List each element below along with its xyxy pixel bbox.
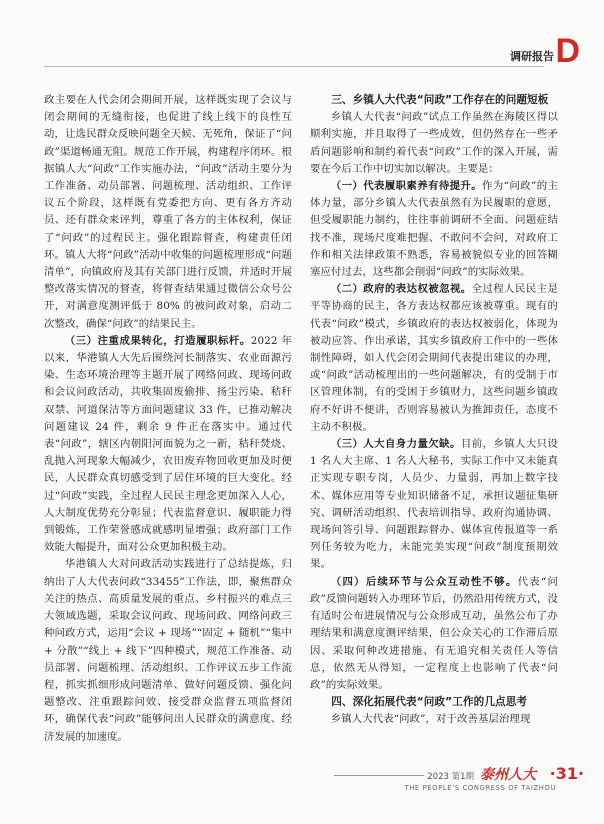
section-letter-logo: D: [555, 32, 580, 70]
paragraph: [44, 92, 292, 333]
magazine-brand: 泰州人大: [480, 767, 536, 783]
section-heading: 三、乡镇人大代表“问政”工作存在的问题短板: [331, 94, 549, 106]
magazine-subtitle: THE PEOPLE’S CONGRESS OF TAIZHOU: [404, 784, 556, 792]
paragraph-text: 政主要在人代会闭会期间开展，这样既实现了会议与闭会期间的无缝衔接，也促进了线上线下的良性互动，让选民群众反映问题全天候、无死角，保证了“问政”渠道畅通无阻。规范工作开展，构建程序闭环。根据镇人大“问政”工作实施办法，“问政”活动主要分为工作准备、动员部署、问题梳理、活动组织、工作评议五个阶段，这样既有党委把方向、更有各方齐动员、还有群众来评判，尊重了各方的主体权利，保证了“问政”的过程民主。强化跟踪督查，构建责任闭环。镇人大将“问政”活动中收集的问题梳理形成“问题清单”，向镇政府及其有关部门进行反馈，并适时开展整改落实情况的督查，将督查结果通过微信公众号公开，对满意度测评低于 80% 的被问政对象，启动二次整改，确保“问政”的结果民主。: [44, 94, 292, 330]
paragraph: [310, 109, 558, 178]
paragraph-text: 作为“问政”的主体力量，部分乡镇人大代表虽然有为民履职的意愿，但受履职能力制约，往往事前调研不全面、问题症结找不准，现场尺度难把握、不敢问不会问，对政府工作和相关法律政策不熟悉，容易被貌似专业的回答糊塞应付过去，这些都会削弱“问政”的实际效果。: [310, 180, 558, 279]
paragraph-lead: （三）人大自身力量欠缺。: [330, 438, 461, 451]
paragraph-text: 2022 年以来，华港镇人大先后围绕河长制落实、农业面源污染、生态环境治理等主题开展了网络问政、现场问政和会议问政活动，共收集固废偷排、扬尘污染、秸秆双禁、河道保洁等方面问题建议 33 件，已推动解决问题建议 24 件，剩余 9 件正在落实中。通过代表“问政”，辖区内朝阳河面貌为之一新，秸秆焚烧、乱抛入河现象大幅减少，农田废弃物回收更加及时便民，人民群众真切感受到了居住环境的巨大变化。经过“问政”实践，全过程人民民主理念更加深入人心，人大制度优势充分彰显；代表监督意识、履职能力得到锻炼，工作荣誉感成就感明显增强；政府部门工作效能大幅提升，面对公众更加积极主动。: [44, 334, 292, 554]
paragraph: [310, 436, 558, 574]
page-header: [0, 0, 604, 70]
paragraph: [310, 178, 558, 281]
page-number: ·31·: [549, 764, 584, 783]
page-footer: [284, 764, 584, 794]
paragraph-lead: （四）后续环节与公众互动性不够。: [330, 575, 518, 588]
paragraph: [310, 574, 558, 694]
paragraph-lead: （一）代表履职素养有待提升。: [330, 180, 483, 193]
paragraph-text: 目前，乡镇人大只设 1 名人大主席、1 名人大秘书，实际工作中又未能真正实现专职专岗，人员少、力量弱，再加上数字技术、媒体应用等专业知识储备不足，承担议题征集研究、调研活动组织、代表培训指导、政府沟通协调、现场问答引导、问题跟踪督办、媒体宣传报道等一系列任务较为吃力，未能完美实现“问政”制度预期效果。: [310, 438, 558, 571]
paragraph-text: 代表“问政”反馈问题转入办理环节后，仍然沿用传统方式，没有适时公布进展情况与公众形成互动，虽然公布了办理结果和满意度测评结果，但公众关心的工作滞后原因、采取何种改进措施、有无追究相关责任人等信息，依然无从得知，一定程度上也影响了代表“问政”的实际效果。: [310, 575, 558, 691]
paragraph-text: 乡镇人大代表“问政”试点工作虽然在海陵区得以顺利实施，并且取得了一些成效，但仍然存在一些矛盾问题影响和制约着代表“问政”工作的深入开展，需要在今后工作中切实加以解决。主要是：: [310, 111, 558, 175]
issue-label: 2023 第1期: [427, 772, 474, 782]
paragraph: [44, 333, 292, 557]
section-label: 调研报告: [510, 50, 554, 63]
paragraph: [44, 556, 292, 745]
paragraph: [310, 281, 558, 436]
left-column: [44, 92, 292, 746]
paragraph-lead: （三）注重成果转化，打造履职标杆。: [64, 334, 251, 347]
header-rule: [44, 66, 544, 67]
right-column: [310, 92, 558, 729]
paragraph-text: 华港镇人大对问政活动实践进行了总结提炼，归纳出了人大代表问政“33455”工作法，即，聚焦群众关注的热点、高质量发展的重点、乡村振兴的难点三大领域选题，采取会议问政、现场问政、网络问政三种问政方式，运用“会议 + 现场”“固定 + 随机”“集中 + 分散”“线上 + 线下”四种模式，规范工作准备、动员部署、问题梳理、活动组织、工作评议五步工作流程，抓实抓细形成问题清单、做好问题反馈、强化问题整改、注重跟踪问效、接受群众监督五项监督闭环，确保代表“问政”能够问出人民群众的满意度、经济发展的加速度。: [44, 558, 292, 743]
paragraph-lead: （二）政府的表达权被忽视。: [330, 283, 472, 296]
paragraph-text: 乡镇人大代表“问政”，对于改善基层治理现: [330, 713, 531, 726]
paragraph: [310, 711, 558, 728]
footer-rule: [334, 775, 424, 776]
section-heading: 四、深化拓展代表“问政”工作的几点思考: [331, 696, 528, 709]
paragraph-text: 全过程人民民主是平等协商的民主，各方表达权都应该被尊重。现有的代表“问政”模式，乡镇政府的表达权被弱化，体现为被动应答、作出承诺，其实乡镇政府工作中的一些体制性障碍，如人代会闭会期间代表提出建议的办理，或“问政”活动梳理出的一些问题解决，有的受制于市区管理体制，有的受困于乡镇财力，这些问题乡镇政府不好讲不便讲，否则容易被认为推卸责任，态度不主动不积极。: [310, 283, 558, 433]
